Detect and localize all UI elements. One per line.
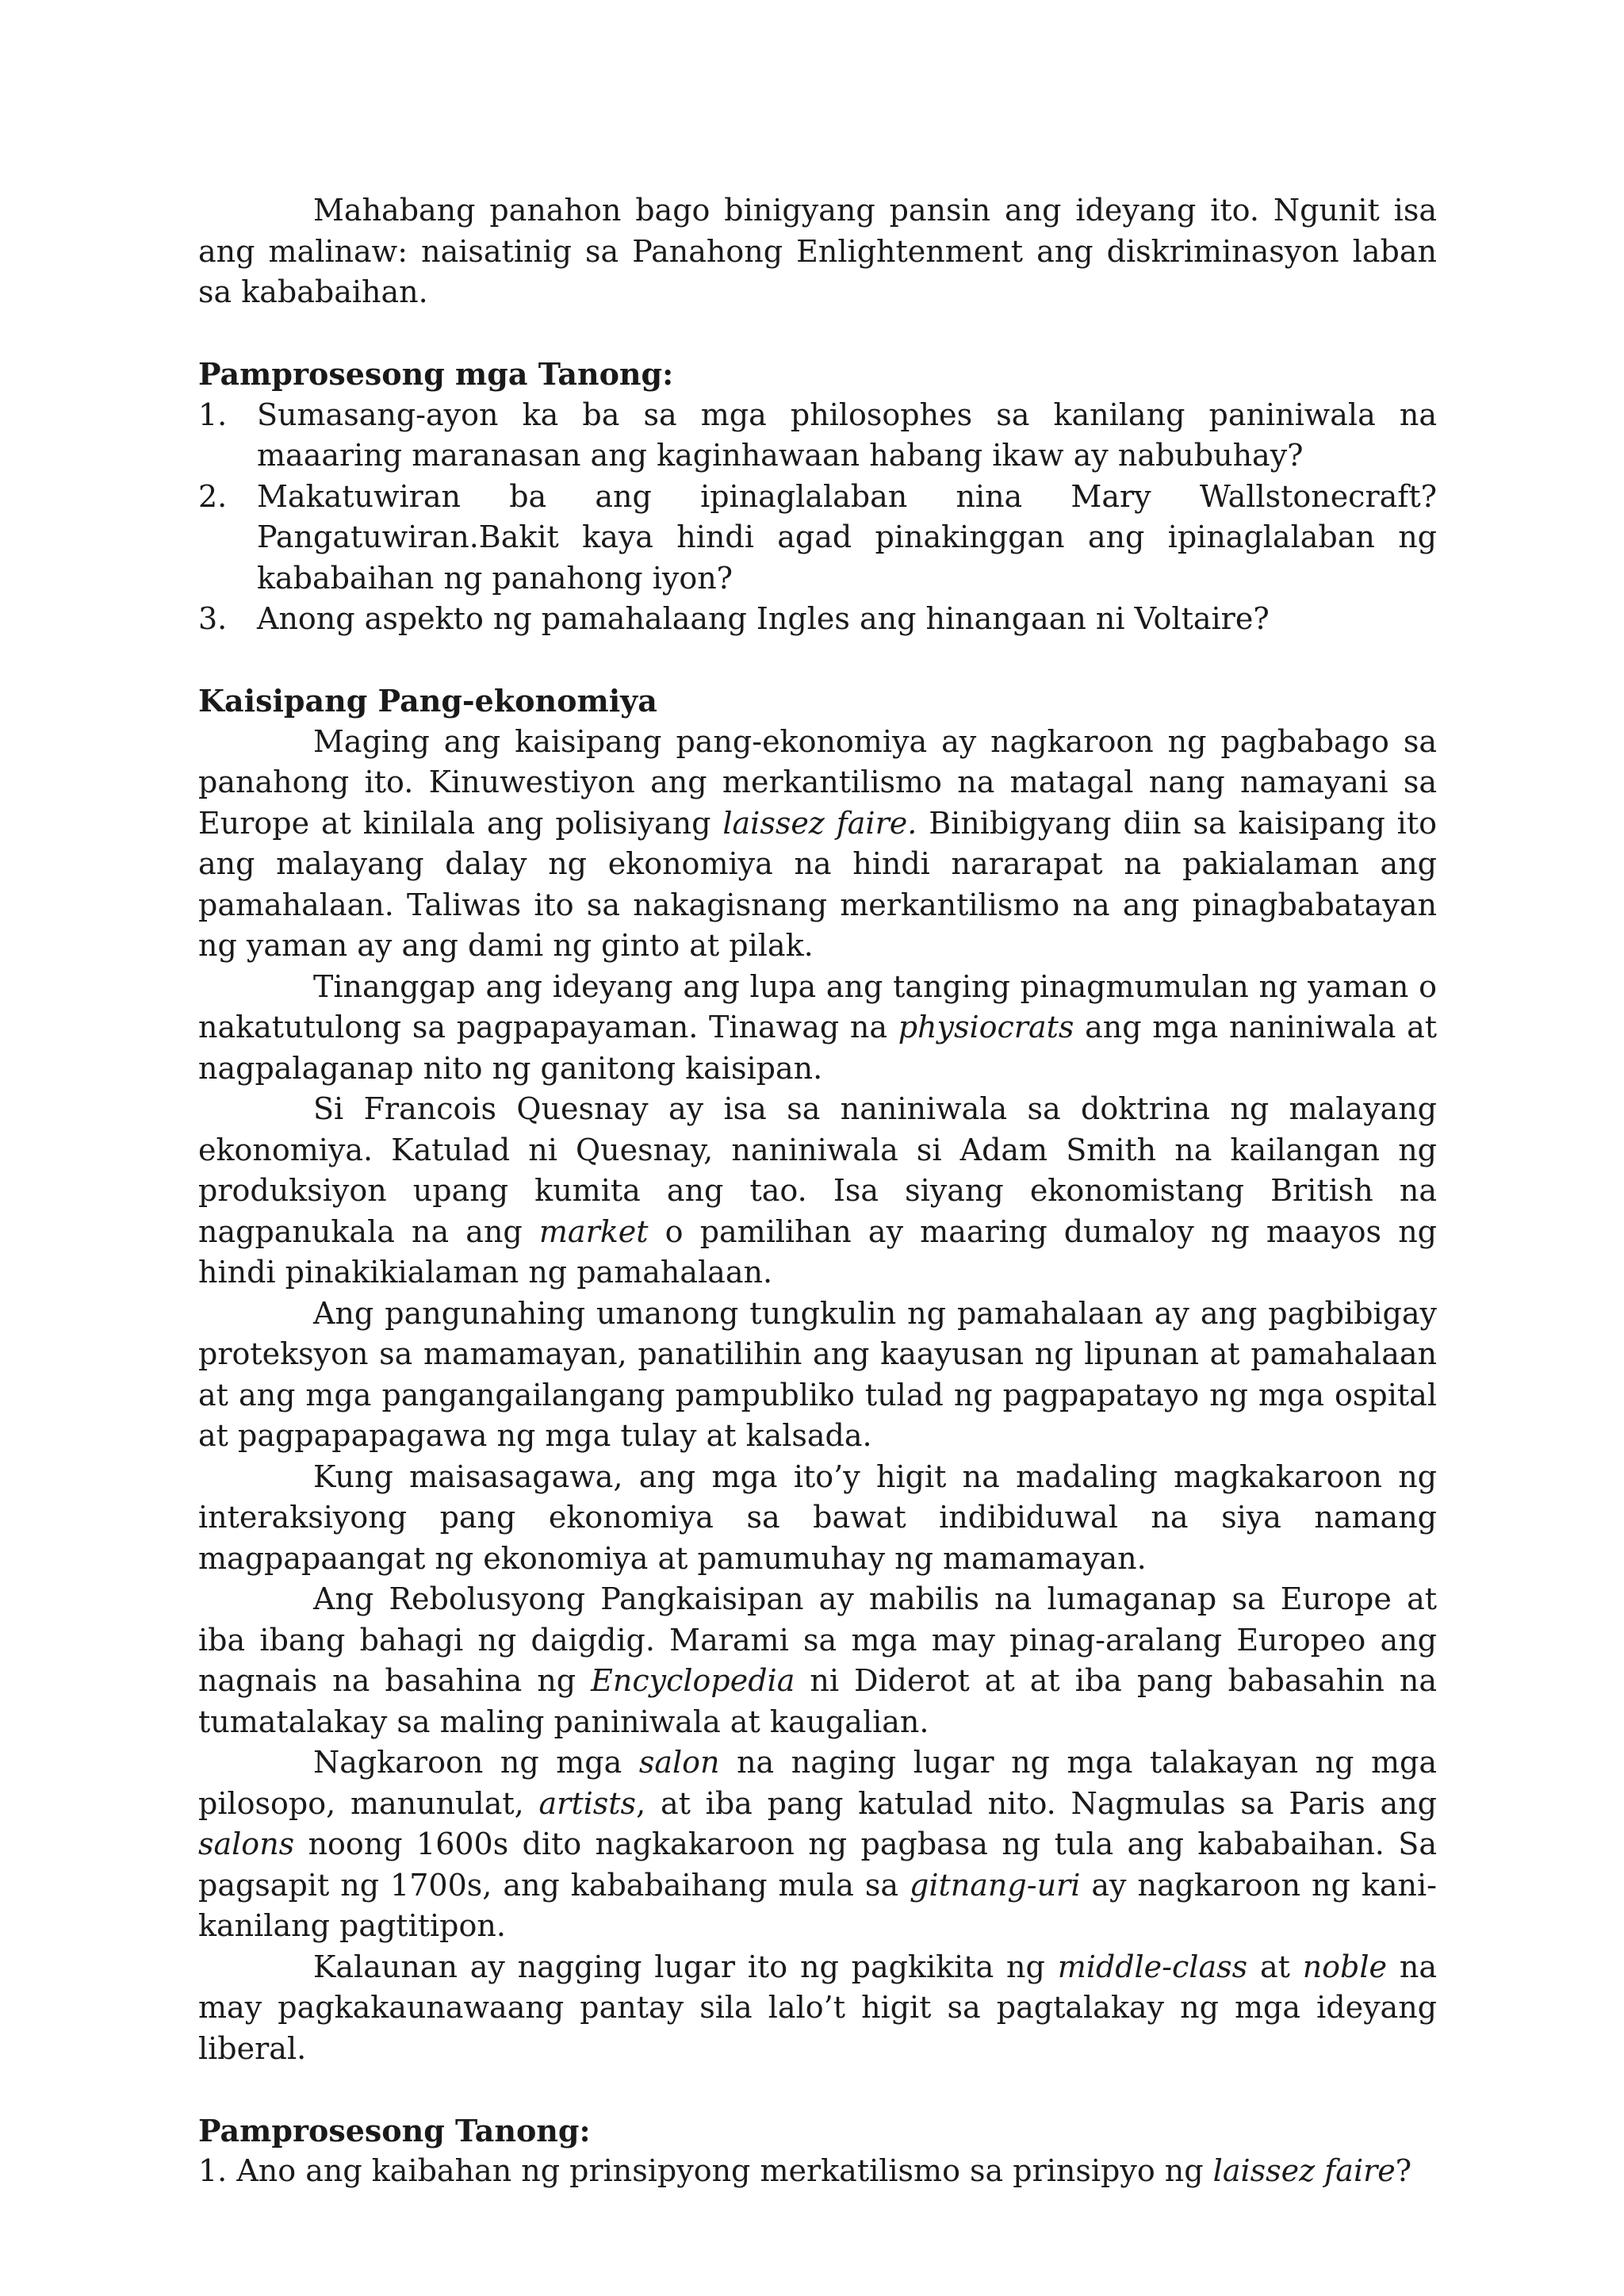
question-item: 1. Ano ang kaibahan ng prinsipyong merkatilismo sa prinsipyo ng laissez faire?	[198, 2153, 1412, 2188]
question-text: Makatuwiran ba ang ipinaglalaban nina Mary Wallstonecraft? Pangatuwiran.Bakit kaya hindi agad pinakinggan ang ipinaglalaban ng kababaihan ng panahong iyon?	[257, 478, 1437, 596]
document-page	[198, 190, 1437, 2192]
body-paragraph: Ang pangunahing umanong tungkulin ng pamahalaan ay ang pagbibigay proteksyon sa mamamayan, panatilihin ang kaayusan ng lipunan at pamahalaan at ang mga pangangailangang pampubliko tulad ng pagpapatayo ng mga ospital at pagpapapagawa ng mga tulay at kalsada.	[198, 1295, 1437, 1453]
question-number: 1.	[198, 397, 228, 432]
body-paragraph: Ang Rebolusyong Pangkaisipan ay mabilis na lumaganap sa Europe at iba ibang bahagi ng daigdig. Marami sa mga may pinag-aralang Europeo ang nagnais na basahina ng Encyclopedia ni Diderot at at iba pang babasahin na tumatalakay sa maling paniniwala at kaugalian.	[198, 1581, 1438, 1739]
question-item	[198, 599, 1437, 640]
question-number: 3.	[198, 601, 228, 636]
questions-heading: Pamprosesong Tanong:	[198, 2112, 591, 2148]
section-heading: Kaisipang Pang-ekonomiya	[198, 683, 657, 719]
intro-paragraph: Mahabang panahon bago binigyang pansin ang ideyang ito. Ngunit isa ang malinaw: naisatinig sa Panahong Enlightenment ang diskriminasyon laban sa kababaihan.	[198, 193, 1437, 309]
question-item	[198, 395, 1437, 477]
question-item	[198, 477, 1437, 600]
body-paragraph: Tinanggap ang ideyang ang lupa ang tanging pinagmumulan ng yaman o nakatutulong sa pagpapayaman. Tinawag na physiocrats ang mga naniniwala at nagpalaganap nito ng ganitong kaisipan.	[198, 968, 1437, 1086]
body-paragraph: Nagkaroon ng mga salon na naging lugar ng mga talakayan ng mga pilosopo, manunulat, artists, at iba pang katulad nito. Nagmulas sa Paris ang salons noong 1600s dito nagkakaroon ng pagbasa ng tula ang kababaihan. Sa pagsapit ng 1700s, ang kababaihang mula sa gitnang-uri ay nagkaroon ng kani-kanilang pagtitipon.	[198, 1745, 1438, 1943]
body-paragraph: Si Francois Quesnay ay isa sa naniniwala sa doktrina ng malayang ekonomiya. Katulad ni Quesnay, naniniwala si Adam Smith na kailangan ng produksiyon upang kumita ang tao. Isa siyang ekonomistang British na nagpanukala na ang market o pamilihan ay maaring dumaloy ng maayos ng hindi pinakikialaman ng pamahalaan.	[198, 1091, 1437, 1290]
question-number: 2.	[198, 478, 228, 514]
questions-list	[198, 395, 1437, 640]
spacer	[198, 640, 1437, 681]
spacer	[198, 2069, 1437, 2110]
body-paragraph: Maging ang kaisipang pang-ekonomiya ay nagkaroon ng pagbabago sa panahong ito. Kinuwestiyon ang merkantilismo na matagal nang namayani sa Europe at kinilala ang polisiyang laissez faire. Binibigyang diin sa kaisipang ito ang malayang dalay ng ekonomiya na hindi nararapat na pakialaman ang pamahalaan. Taliwas ito sa nakagisnang merkantilismo na ang pinagbabatayan ng yaman ay ang dami ng ginto at pilak.	[198, 723, 1437, 963]
body-paragraph: Kalaunan ay nagging lugar ito ng pagkikita ng middle-class at noble na may pagkakaunawaang pantay sila lalo’t higit sa pagtalakay ng mga ideyang liberal.	[198, 1949, 1437, 2066]
body-paragraph: Kung maisasagawa, ang mga ito’y higit na madaling magkakaroon ng interaksiyong pang ekonomiya sa bawat indibiduwal na siya namang magpapaangat ng ekonomiya at pamumuhay ng mamamayan.	[198, 1458, 1437, 1576]
questions-heading: Pamprosesong mga Tanong:	[198, 356, 674, 392]
question-text: Anong aspekto ng pamahalaang Ingles ang hinangaan ni Voltaire?	[257, 601, 1270, 636]
question-number: 1.	[198, 2153, 228, 2188]
spacer	[198, 313, 1437, 355]
question-text: Sumasang-ayon ka ba sa mga philosophes sa kanilang paniniwala na maaaring maranasan ang kaginhawaan habang ikaw ay nabubuhay?	[257, 397, 1437, 473]
